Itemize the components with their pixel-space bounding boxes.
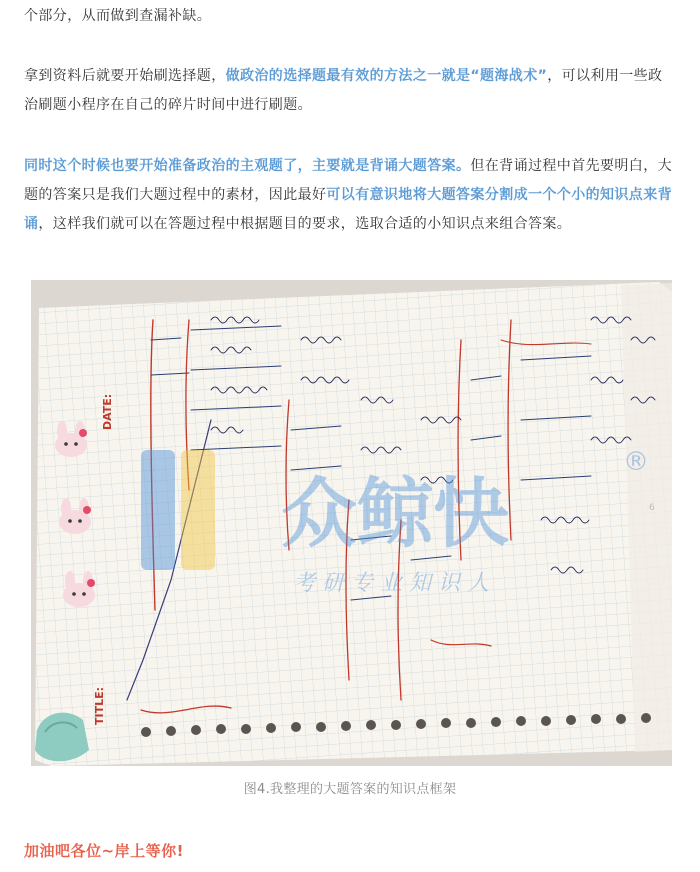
paragraph-text: 但在背诵过程中首先要明白，大题的答案只是我们大题过程中的素材，因此最好 bbox=[24, 158, 673, 203]
notebook-title-label: TITLE: bbox=[93, 686, 106, 725]
watermark-registered-mark: ® bbox=[623, 447, 649, 477]
paragraph-text: ，这样我们就可以在答题过程中根据题目的要求，选取合适的小知识点来组合答案。 bbox=[38, 216, 572, 232]
notebook-photo bbox=[31, 280, 672, 766]
watermark-brand-text: 众鲸快 bbox=[281, 469, 509, 558]
notebook-photo-drawing bbox=[31, 280, 672, 766]
paragraph-subjective-questions bbox=[24, 152, 676, 239]
paragraph-choice-questions bbox=[24, 62, 676, 120]
notebook-date-label: DATE: bbox=[101, 393, 114, 430]
figure-caption: 图4.我整理的大题答案的知识点框架 bbox=[243, 782, 457, 797]
paragraph-intro bbox=[24, 2, 676, 31]
highlight-text: 同时这个时候也要开始准备政治的主观题了，主要就是背诵大题答案。 bbox=[24, 158, 471, 174]
paragraph-text: ，可以利用一些政治刷题小程序在自己的碎片时间中进行刷题。 bbox=[24, 68, 663, 113]
highlight-text: 可以有意识地将大题答案分割成一个个小的知识点来背诵 bbox=[24, 187, 673, 232]
paragraph-text: 拿到资料后就要开始刷选择题， bbox=[24, 68, 226, 84]
closing-line: 加油吧各位~岸上等你! bbox=[24, 842, 184, 860]
highlight-text: 做政治的选择题最有效的方法之一就是“题海战术” bbox=[225, 68, 548, 84]
watermark-slogan-text: 考 研 专 业 知 识 人 bbox=[293, 571, 489, 596]
page-number: 6 bbox=[649, 503, 655, 513]
paragraph-intro-text: 个部分，从而做到查漏补缺。 bbox=[24, 8, 212, 24]
